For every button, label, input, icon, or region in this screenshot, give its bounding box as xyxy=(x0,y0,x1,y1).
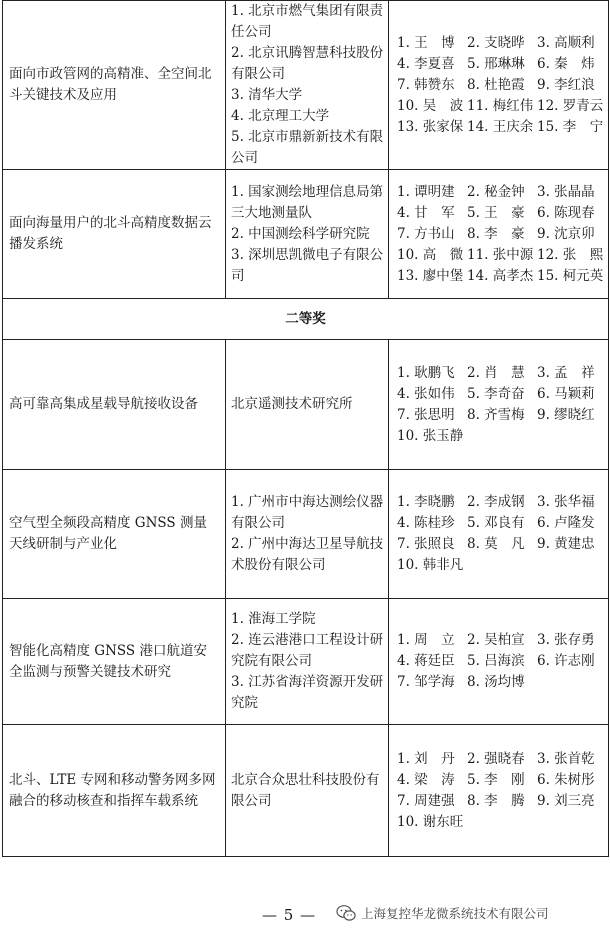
member: 9. 缪晓红 xyxy=(537,406,595,423)
member: 1. 耿鹏飞 xyxy=(397,364,455,381)
member: 12. 张 熙 xyxy=(537,246,604,263)
table-row xyxy=(3,340,609,470)
member: 3. 高顺利 xyxy=(537,34,595,51)
member: 9. 刘三亮 xyxy=(537,792,595,809)
member: 10. 高 微 xyxy=(397,246,464,263)
member: 7. 张照良 xyxy=(397,536,455,552)
member: 6. 秦 炜 xyxy=(537,55,595,72)
member: 6. 马颖莉 xyxy=(537,385,595,402)
member: 5. 吕海滨 xyxy=(467,653,525,669)
member: 10. 张玉静 xyxy=(397,427,464,444)
member: 7. 邹学海 xyxy=(397,674,455,690)
member-list xyxy=(389,599,609,725)
unit-item: 3. 深圳思凯微电子有限公司 xyxy=(231,246,384,284)
member: 10. 吴 波 xyxy=(397,97,464,114)
member: 7. 韩赞东 xyxy=(397,76,455,93)
member: 1. 刘 丹 xyxy=(397,750,455,767)
member: 11. 梅红伟 xyxy=(467,97,534,114)
table-row xyxy=(3,170,609,299)
member: 2. 李成钢 xyxy=(467,494,525,510)
project-name: 面向海量用户的北斗高精度数据云播发系统 xyxy=(3,170,226,299)
member: 8. 李 腾 xyxy=(467,792,525,809)
unit-item: 北京遥测技术研究所 xyxy=(231,396,353,412)
member: 7. 张思明 xyxy=(397,406,455,423)
project-name: 空气型全频段高精度 GNSS 测量天线研制与产业化 xyxy=(3,470,226,599)
member: 12. 罗青云 xyxy=(537,97,604,114)
member: 8. 李 豪 xyxy=(467,225,525,242)
unit-item: 2. 连云港港口工程设计研究院有限公司 xyxy=(231,632,384,669)
member: 13. 廖中堡 xyxy=(397,267,464,284)
unit-item: 2. 中国测绘科学研究院 xyxy=(231,225,370,242)
member: 4. 蒋廷臣 xyxy=(397,653,455,669)
member: 15. 柯元英 xyxy=(537,267,604,284)
member: 13. 张家保 xyxy=(397,118,464,135)
unit-list xyxy=(226,725,389,857)
member: 5. 李 刚 xyxy=(467,771,525,788)
member: 2. 秘金钟 xyxy=(467,183,525,200)
member: 1. 王 博 xyxy=(397,34,455,51)
unit-item: 4. 北京理工大学 xyxy=(231,108,330,124)
member-list xyxy=(389,340,609,470)
member: 6. 朱树彤 xyxy=(537,771,595,788)
unit-item: 5. 北京市鼎新新技术有限公司 xyxy=(231,129,384,166)
member-list xyxy=(389,725,609,857)
member: 4. 张如伟 xyxy=(397,385,455,402)
section-row xyxy=(3,299,609,340)
member: 6. 许志刚 xyxy=(537,653,595,669)
table-row xyxy=(3,599,609,725)
member: 1. 李晓鹏 xyxy=(397,494,455,510)
project-name: 北斗、LTE 专网和移动警务网多网融合的移动核查和指挥车载系统 xyxy=(3,725,226,857)
member: 10. 韩非凡 xyxy=(397,557,464,573)
unit-list xyxy=(226,470,389,599)
section-heading: 二等奖 xyxy=(3,299,609,340)
member: 4. 李夏喜 xyxy=(397,55,455,72)
member: 1. 谭明建 xyxy=(397,183,455,200)
member: 8. 莫 凡 xyxy=(467,536,525,552)
table-row xyxy=(3,725,609,857)
unit-item: 2. 广州中海达卫星导航技术股份有限公司 xyxy=(231,536,384,573)
member: 5. 邢琳琳 xyxy=(467,55,525,72)
watermark xyxy=(336,904,549,922)
member-list xyxy=(389,470,609,599)
member: 4. 甘 军 xyxy=(397,204,455,221)
member: 10. 谢东旺 xyxy=(397,813,464,830)
unit-list xyxy=(226,1,389,170)
project-name: 高可靠高集成星载导航接收设备 xyxy=(3,340,226,470)
page-footer xyxy=(0,900,610,930)
member: 5. 李奇奋 xyxy=(467,385,525,402)
member: 15. 李 宁 xyxy=(537,118,604,135)
unit-item: 1. 北京市燃气集团有限责任公司 xyxy=(231,3,384,40)
member: 2. 强晓春 xyxy=(467,750,525,767)
member: 1. 周 立 xyxy=(397,632,455,648)
member: 3. 张首乾 xyxy=(537,750,595,767)
wechat-icon xyxy=(336,904,356,922)
project-name: 智能化高精度 GNSS 港口航道安全监测与预警关键技术研究 xyxy=(3,599,226,725)
member: 14. 高孝杰 xyxy=(467,267,534,284)
table-row xyxy=(3,1,609,170)
member: 3. 张晶晶 xyxy=(537,183,595,200)
awards-table xyxy=(2,0,609,857)
member: 4. 陈桂珍 xyxy=(397,515,455,531)
unit-item: 2. 北京讯腾智慧科技股份有限公司 xyxy=(231,45,384,82)
member: 8. 齐雪梅 xyxy=(467,406,525,423)
unit-list xyxy=(226,340,389,470)
member: 8. 汤均博 xyxy=(467,674,525,690)
member: 5. 邓良有 xyxy=(467,515,525,531)
unit-item: 3. 清华大学 xyxy=(231,87,303,103)
unit-item: 3. 江苏省海洋资源开发研究院 xyxy=(231,674,384,711)
member: 6. 卢隆发 xyxy=(537,515,595,531)
member-list xyxy=(389,170,609,299)
member: 14. 王庆余 xyxy=(467,118,534,135)
member: 2. 支晓晔 xyxy=(467,34,525,51)
table-row xyxy=(3,470,609,599)
unit-item: 1. 国家测绘地理信息局第三大地测量队 xyxy=(231,183,384,221)
member: 3. 张华福 xyxy=(537,494,595,510)
project-name: 面向市政管网的高精准、全空间北斗关键技术及应用 xyxy=(3,1,226,170)
member: 6. 陈现春 xyxy=(537,204,595,221)
unit-item: 1. 淮海工学院 xyxy=(231,611,316,627)
member-list xyxy=(389,1,609,170)
member: 3. 张存勇 xyxy=(537,632,595,648)
unit-item: 北京合众思壮科技股份有限公司 xyxy=(231,771,380,809)
member: 2. 吴柏宣 xyxy=(467,632,525,648)
unit-list xyxy=(226,599,389,725)
watermark-text: 上海复控华龙微系统技术有限公司 xyxy=(361,906,549,921)
member: 5. 王 豪 xyxy=(467,204,525,221)
member: 7. 周建强 xyxy=(397,792,455,809)
member: 8. 杜艳霞 xyxy=(467,76,525,93)
member: 9. 李红浪 xyxy=(537,76,595,93)
member: 2. 肖 慧 xyxy=(467,364,525,381)
page-number: — 5 — xyxy=(262,906,317,924)
member: 4. 梁 涛 xyxy=(397,771,455,788)
member: 9. 黄建忠 xyxy=(537,536,595,552)
unit-list xyxy=(226,170,389,299)
member: 9. 沈京卯 xyxy=(537,225,595,242)
member: 11. 张中源 xyxy=(467,246,534,263)
unit-item: 1. 广州市中海达测绘仪器有限公司 xyxy=(231,494,384,531)
member: 7. 方书山 xyxy=(397,225,455,242)
member: 3. 孟 祥 xyxy=(537,364,595,381)
